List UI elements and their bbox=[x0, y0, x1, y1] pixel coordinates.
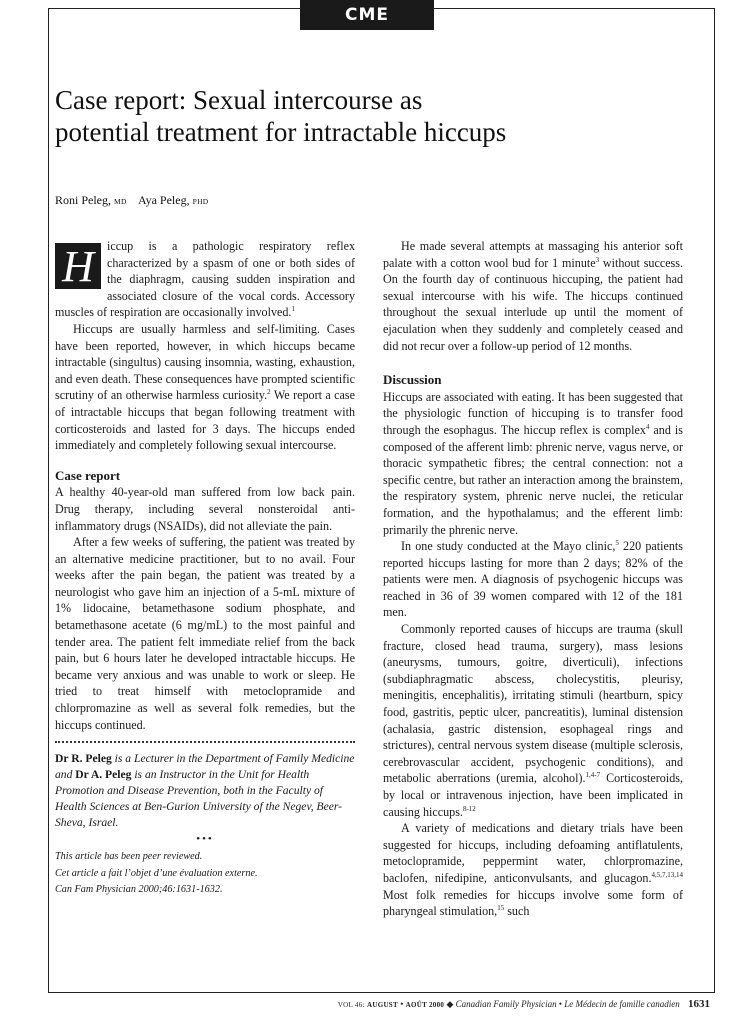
dotted-divider bbox=[55, 741, 355, 743]
author-1-degree: MD bbox=[114, 197, 127, 206]
discussion-text-4-cont: Most folk remedies for hiccups involve some form of pharyngeal stimulation, bbox=[383, 887, 683, 919]
discussion-text-2-cont: 220 patients reported hiccups lasting for more than 2 days; 82% of the patients were men. A diagnosis of psychogenic hiccups was reached in 36 of 39 women compared with 12 of the 181 men. bbox=[383, 539, 683, 620]
article-title bbox=[55, 84, 615, 148]
reference-marker: 4 bbox=[645, 422, 650, 431]
reference-marker: 4,5,7,13,14 bbox=[651, 870, 683, 879]
intro-paragraph-2 bbox=[55, 321, 355, 454]
case-paragraph-3 bbox=[383, 238, 683, 354]
peer-review-note: This article has been peer reviewed. bbox=[55, 851, 203, 863]
reference-marker: 1,4-7 bbox=[585, 771, 601, 780]
discussion-paragraph-3 bbox=[383, 621, 683, 820]
reference-marker: 8-12 bbox=[462, 804, 476, 813]
case-paragraph-1: A healthy 40-year-old man suffered from low back pain. Drug therapy, including several nonsteroidal anti-inflammatory drugs (NSAIDs), did not alleviate the pain. bbox=[55, 485, 355, 533]
discussion-heading: Discussion bbox=[383, 372, 442, 388]
page-number: 1631 bbox=[688, 998, 710, 1010]
title-line-2: potential treatment for intractable hiccups bbox=[55, 117, 507, 147]
reference-marker: 3 bbox=[595, 255, 600, 264]
case-report-heading: Case report bbox=[55, 467, 121, 483]
reference-marker: 15 bbox=[497, 904, 505, 913]
discussion-paragraph-4 bbox=[383, 820, 683, 920]
cme-section-tab: CME bbox=[300, 0, 434, 30]
reference-marker: 1 bbox=[291, 305, 295, 314]
bio-name-2: Dr A. Peleg bbox=[75, 768, 132, 782]
footer-month: AUGUST bbox=[367, 1001, 398, 1009]
discussion-paragraph-1 bbox=[383, 389, 683, 538]
right-column bbox=[383, 238, 683, 920]
footer-journal-fr: Le Médecin de famille canadien bbox=[564, 999, 680, 1009]
page-footer bbox=[338, 998, 710, 1010]
intro-text-1: iccup is a pathologic respiratory reflex characterized by a spasm of one or both sides of the diaphragm, causing sudden inspiration and associated closure of the vocal cords. Accessory muscles of respiration are occasionally involved. bbox=[55, 239, 355, 320]
footer-sep: • bbox=[556, 999, 565, 1009]
reference-marker: 5 bbox=[615, 539, 619, 548]
discussion-text-4-end: such bbox=[504, 904, 530, 919]
case-paragraph-2: After a few weeks of suffering, the patient was treated by an alternative medicine practitioner, but to no avail. Four weeks after the pain began, the patient was treated by a neurologist who gave him an injection of a 5-mL mixture of 1% lidocaine, betamethasone sodium phosphate, and betamethasone acetate (6 mg/mL) to the most painful and tender area. The patient felt immediate relief from the back pain, but 6 hours later he developed intractable hiccups. He became very anxious and was unable to work or sleep. He tried to treat himself with metoclopramide and chlorpromazine as well as several folk remedies, but the hiccups continued. bbox=[55, 535, 355, 732]
footer-sep: • bbox=[397, 999, 406, 1009]
reference-marker: 2 bbox=[267, 388, 271, 397]
discussion-paragraph-2 bbox=[383, 538, 683, 621]
discussion-text-4: A variety of medications and dietary trials have been suggested for hiccups, including defoaming antiflatulents, metoclopramide, peppermint water, chlorpromazine, baclofen, nifedipine, anticonvulsants, and glucagon. bbox=[383, 821, 683, 885]
footer-volume: VOL 46: bbox=[337, 1001, 365, 1009]
discussion-text-1-cont: and is composed of the afferent limb: phrenic nerve, vagus nerve, or thoracic sympathetic fibres; the central connection: not a specific centre, but rather an interaction among the brainstem, the respiratory system, phrenic nerve nuclei, the reticular formation, and the hypothalamus; and the efferent limb: primarily the phrenic nerve. bbox=[383, 422, 683, 537]
footer-month-fr: AOÛT 2000 bbox=[405, 1001, 445, 1009]
bio-separator: ••• bbox=[196, 833, 214, 846]
author-1-name: Roni Peleg, bbox=[55, 193, 111, 207]
author-2-degree: PHD bbox=[192, 197, 209, 206]
footer-journal: Canadian Family Physician bbox=[455, 999, 557, 1009]
author-bio bbox=[55, 751, 355, 831]
case-text-3: He made several attempts at massaging his anterior soft palate with a cotton wool bud for 1 minute bbox=[383, 239, 683, 270]
discussion-text-3-cont: Corticosteroids, by local or intravenous injection, have been implicated in causing hiccups. bbox=[383, 771, 683, 819]
intro-paragraph-1 bbox=[55, 238, 355, 321]
footer-diamond: ◆ bbox=[444, 999, 456, 1009]
case-text-3-cont: without success. On the fourth day of continuous hiccuping, the patient had sexual intercourse with his wife. The hiccups continued throughout the sexual interlude up until the moment of ejaculation when they suddenly and completely ceased and did not recur over a follow-up period of 12 months. bbox=[383, 255, 683, 353]
title-line-1: Case report: Sexual intercourse as bbox=[55, 85, 423, 115]
intro-text-2-cont: We report a case of intractable hiccups that began following treatment with corticosteroids and lasted for 3 days. The hiccups ended immediately and completely following sexual intercourse. bbox=[55, 388, 355, 453]
discussion-text-2: In one study conducted at the Mayo clinic, bbox=[401, 539, 616, 554]
peer-review-note-fr: Cet article a fait l’objet d’une évaluation externe. bbox=[55, 867, 258, 879]
citation: Can Fam Physician 2000;46:1631-1632. bbox=[55, 884, 223, 896]
bio-text-2: is an Instructor in the Unit for Health Promotion and Disease Prevention, both in the Faculty of Health Sciences at Ben-Gurion University of the Negev, Beer-Sheva, Israel. bbox=[55, 768, 343, 830]
bio-name-1: Dr R. Peleg bbox=[55, 752, 112, 766]
discussion-text-1: Hiccups are associated with eating. It has been suggested that the physiologic function of hiccuping is to transfer food through the esophagus. The hiccup reflex is complex bbox=[383, 389, 683, 437]
drop-cap: H bbox=[55, 243, 101, 289]
discussion-text-3: Commonly reported causes of hiccups are trauma (skull fracture, closed head trauma, surgery), mass lesions (aneurysms, tumours, goitre, diverticuli), infections (subdiaphragmatic abscess, cholecystitis, pleurisy, meningitis, encephalitis), irritating stimuli (heartburn, spicy food, gastritis, peptic ulcer, pancreatitis), luminal distension (achalasia, gastric distension, esophageal rings and strictures), central nervous system disease (multiple sclerosis, cerebrovascular accident, psychogenic conditions), and metabolic aberrations (uremia, alcohol). bbox=[383, 622, 683, 786]
author-line bbox=[55, 193, 209, 208]
left-column bbox=[55, 238, 355, 899]
intro-text-2: Hiccups are usually harmless and self-limiting. Cases have been reported, however, in which hiccups became intractable (singultus) causing insomnia, wasting, exhaustion, and even death. These consequences have prompted scientific scrutiny of an otherwise harmless curiosity. bbox=[55, 321, 355, 403]
bio-text-1: is a Lecturer in the Department of Family Medicine and bbox=[55, 752, 355, 782]
author-2-name: Aya Peleg, bbox=[138, 193, 190, 207]
